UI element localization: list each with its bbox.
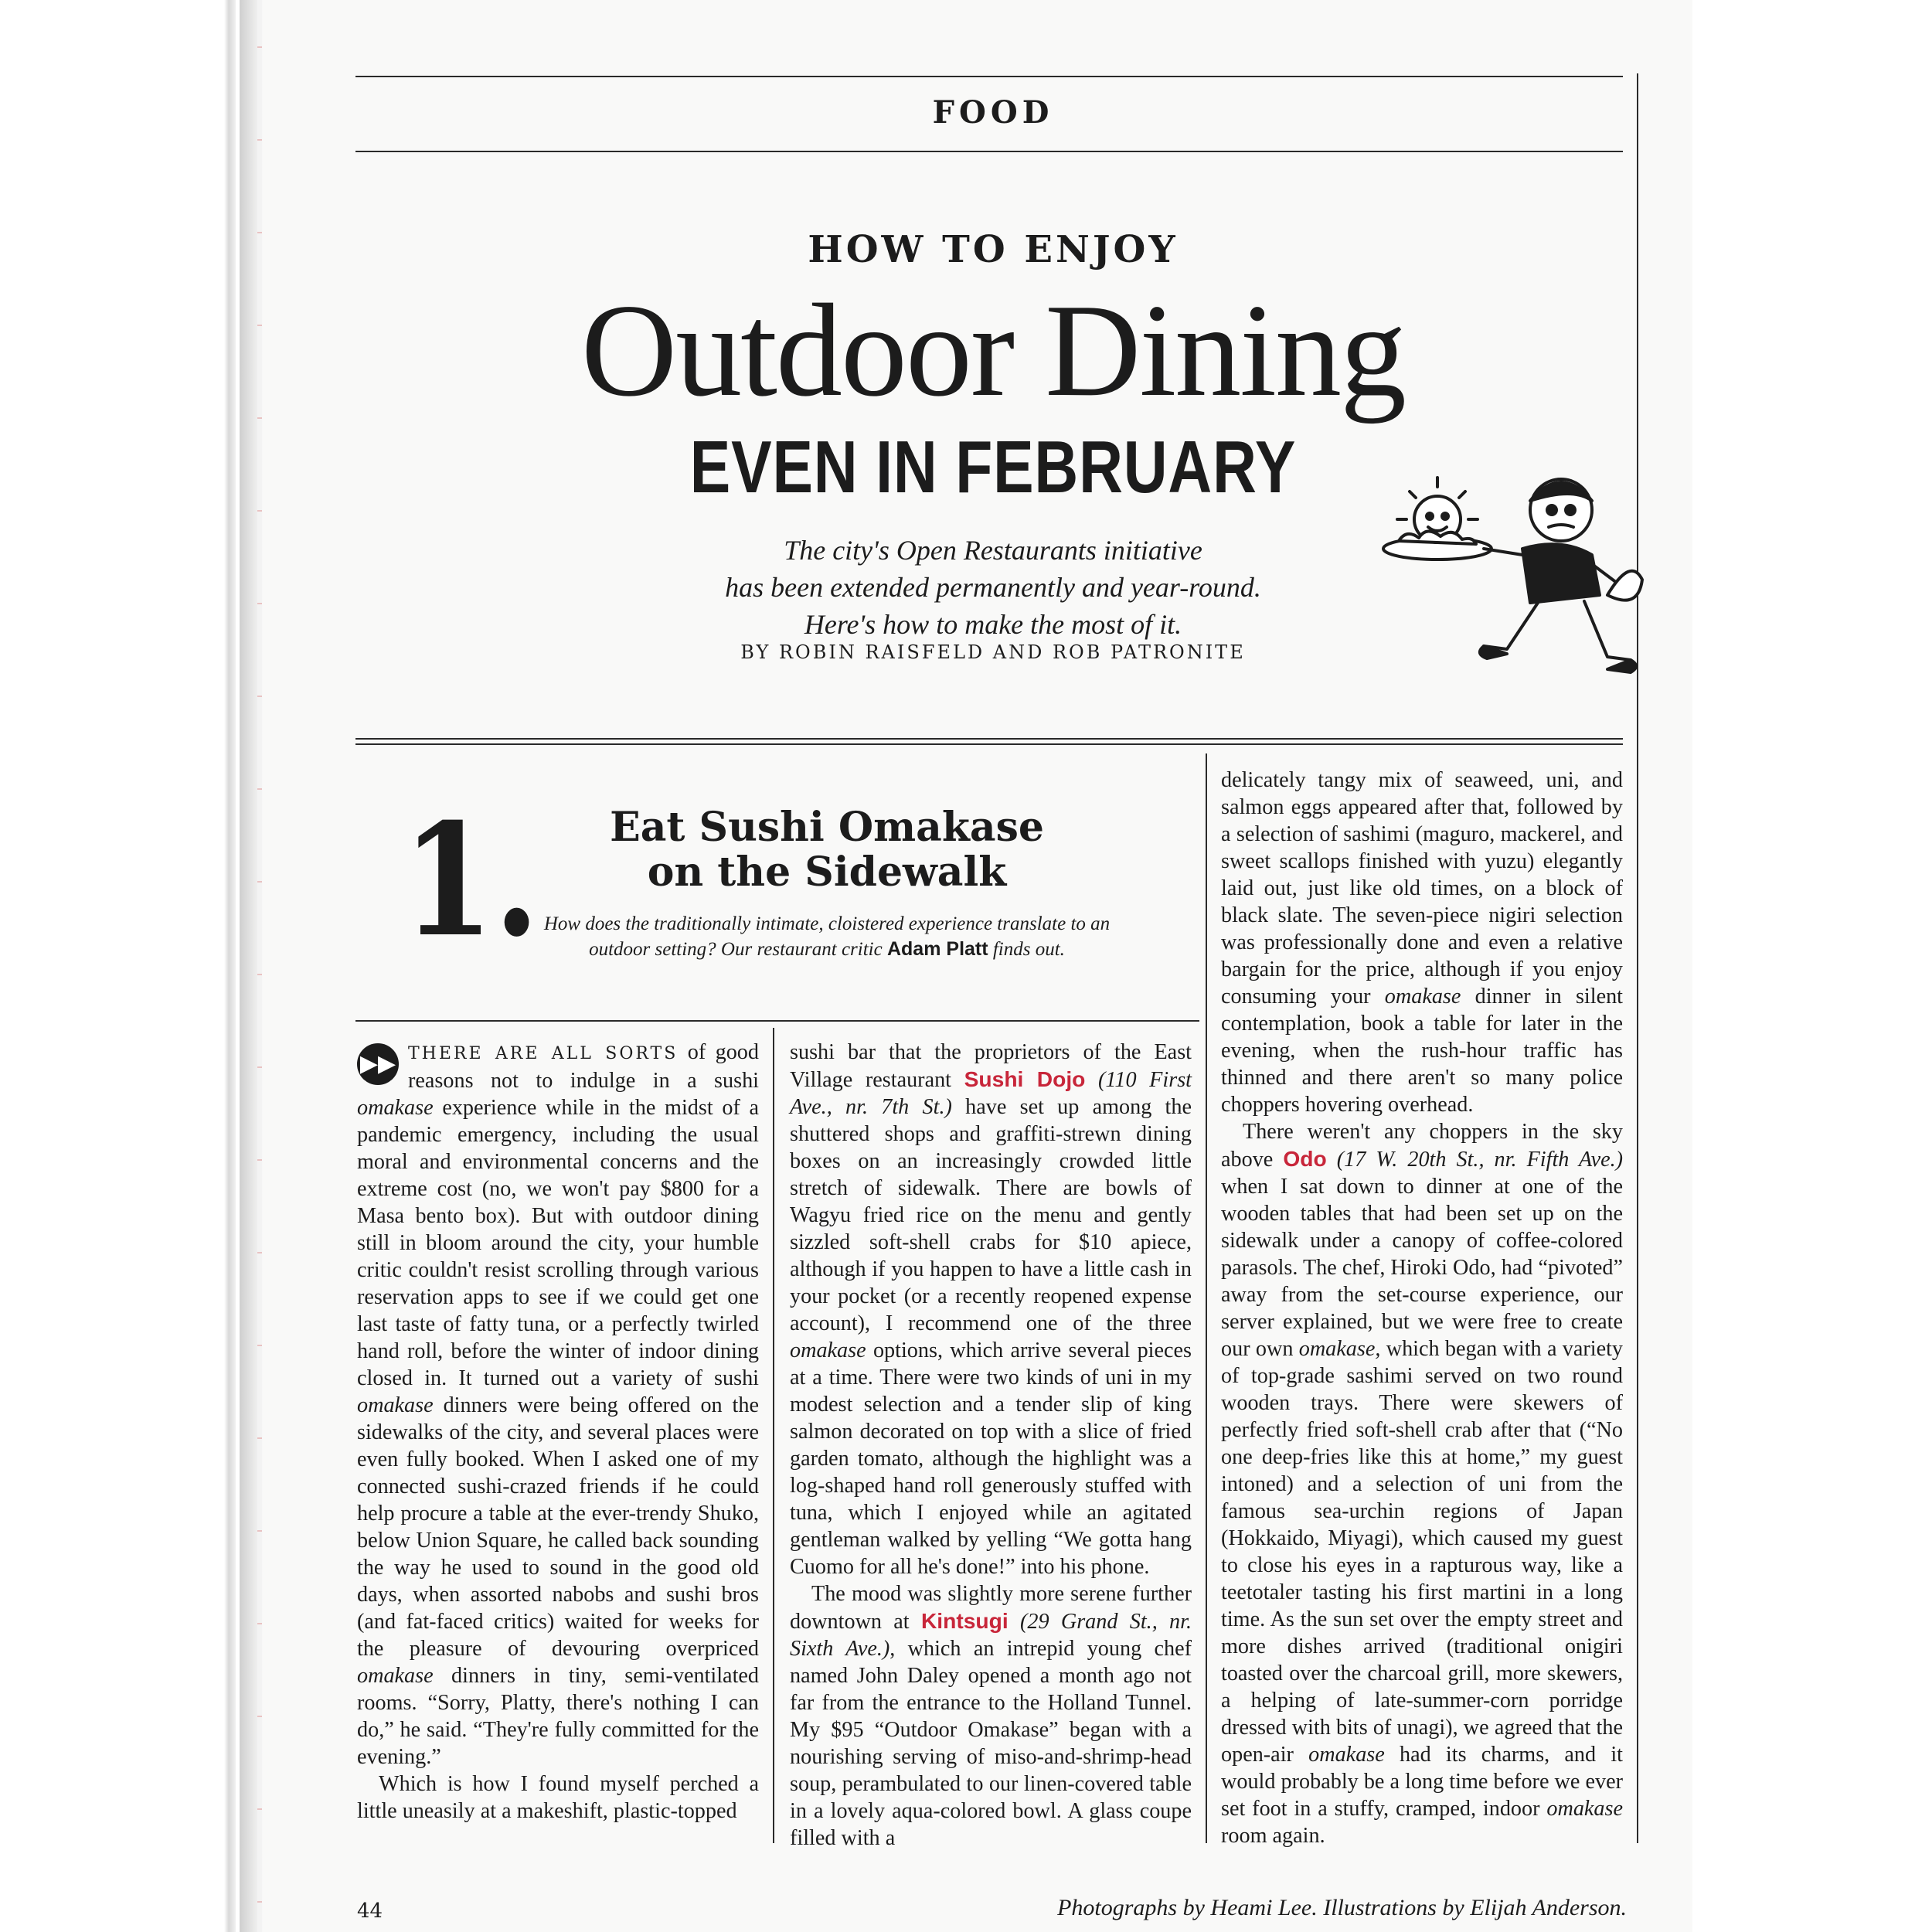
lead-in: THERE ARE ALL SORTS	[408, 1044, 679, 1063]
text: options, which arrive several pieces at a time. There were two kinds of uni in my modest selection and a tender slip of king salmon decorated on top with a slice of fried garden tomato, although the highlight was a log-shaped hand roll generously stuffed with tuna, which I enjoyed while an agitated gentleman walked by yelling “We gotta hang Cuomo for all he's done!” into his phone.	[790, 1338, 1192, 1579]
text: sushi bar that the proprietors of the East Village restaurant	[790, 1040, 1192, 1092]
paragraph	[357, 1039, 759, 1770]
item-title-line: on the Sidewalk	[647, 849, 1007, 896]
text: , which an intrepid young chef named John Daley opened a month ago not far from the entrance to the Holland Tunnel. My $95 “Outdoor Omakase” began with a nourishing serving of miso-and-shrimp-head soup, perambulated to our linen-covered table in a lovely aqua-colored bowl. A glass coupe filled with a	[790, 1637, 1192, 1850]
item-rule-top	[355, 738, 1623, 740]
text: dinners in tiny, semi-ventilated rooms. “Sorry, Platty, there's nothing I can do,” he said. “They're fully committed for the evening.”	[357, 1664, 759, 1769]
dek-line: The city's Open Restaurants initiative	[784, 535, 1202, 566]
emphasis: omakase	[357, 1664, 434, 1688]
text: The mood was slightly more serene further downtown at	[790, 1582, 1192, 1634]
item-rule-top-2	[355, 743, 1623, 745]
text: experience while in the midst of a pandemic emergency, including the usual moral and environmental concerns and the extreme cost (no, we won't pay $800 for a Masa bento box). But with outdoor dining still in bloom around the city, your humble critic couldn't resist scrolling through various reservation apps to see if we could get one last taste of fatty tuna, or a perfectly twirled hand roll, before the winter of indoor dining closed in. It turned out a variety of sushi	[357, 1096, 759, 1390]
emphasis: omakase	[357, 1393, 434, 1417]
item-title-line: Eat Sushi Omakase	[610, 804, 1044, 851]
emphasis: omakase	[357, 1096, 434, 1120]
text: when I sat down to dinner at one of the wooden tables that had been set up on the sidewalk under a canopy of coffee-colored parasols. The chef, Hiroki Odo, had “pivoted” away from the set-course experience, our server explained, but we were free to create our own	[1221, 1175, 1624, 1361]
venue-name: Sushi Dojo	[964, 1066, 1086, 1091]
waiter-illustration	[1376, 464, 1646, 688]
section-label: FOOD	[932, 94, 1054, 131]
paragraph	[1221, 767, 1623, 1118]
body-column-3	[1221, 767, 1623, 1849]
venue-name: Odo	[1283, 1146, 1327, 1171]
text: dinner in silent contemplation, book a table for later in the evening, when the rush-hour traffic has thinned and there aren't so many police choppers hovering overhead.	[1221, 985, 1624, 1117]
text: have set up among the shuttered shops and graffiti-strewn dining boxes on an increasingly crowded little stretch of sidewalk. There are bowls of Wagyu fried rice on the menu and gently sizzled soft-shell crabs for $10 apiece, although if you happen to have a little cash in your pocket (or a recently reopened expense account), I recommend one of the three	[790, 1095, 1192, 1335]
text: delicately tangy mix of seaweed, uni, and salmon eggs appeared after that, followed by a selection of sashimi (maguro, mackerel, and sweet scallops finished with yuzu) elegantly laid out, just like old times, on a block of black slate. The seven-piece nigiri selection was professionally done and even a relative bargain for the price, although if you enjoy consuming your	[1221, 768, 1623, 1009]
emphasis: omakase,	[1298, 1337, 1381, 1361]
body-column-2	[790, 1039, 1192, 1852]
item-dek-text: finds out.	[992, 939, 1065, 960]
column-divider-2	[1206, 753, 1207, 1843]
item-rule-bottom	[355, 1020, 1199, 1022]
text: which began with a variety of top-grade sashimi served on two round wooden trays. There were skewers of perfectly fried soft-shell crab after that (“No one deep-fries like this at home,” my guest intoned) and a selection of uni from the famous sea-urchin regions of Japan (Hokkaido, Miyagi), which caused my guest to close his eyes in a rapturous way, like a teetotaler tasting his first martini in a long time. As the sun set over the empty street and more dishes arrived (traditional onigiri toasted over the charcoal grill, more skewers, a helping of late-summer-corn porridge dressed with bits of unagi), we agreed that the open-air	[1221, 1337, 1624, 1767]
column-divider-1	[773, 1028, 774, 1843]
dek-line: Here's how to make the most of it.	[804, 609, 1182, 640]
byline: BY ROBIN RAISFELD AND ROB PATRONITE	[740, 641, 1246, 663]
item-number: 1.	[402, 790, 540, 971]
text: There weren't any choppers in the sky above	[1221, 1120, 1623, 1172]
paragraph: Which is how I found myself perched a little uneasily at a makeshift, plastic-topped	[357, 1772, 759, 1823]
header-rule	[355, 151, 1623, 152]
fast-forward-circle-icon: ▶▶	[357, 1043, 399, 1085]
emphasis: omakase	[1546, 1797, 1624, 1821]
top-rule	[355, 76, 1623, 77]
venue-address: (17 W. 20th St., nr. Fifth Ave.)	[1336, 1148, 1624, 1172]
venue-name: Kintsugi	[920, 1608, 1009, 1633]
paragraph	[790, 1039, 1192, 1580]
paragraph	[790, 1580, 1192, 1852]
emphasis: omakase	[790, 1338, 866, 1362]
headline: Outdoor Dining	[580, 277, 1406, 424]
item-dek	[533, 912, 1121, 962]
photo-credits: Photographs by Heami Lee. Illustrations by Elijah Anderson.	[1057, 1895, 1627, 1920]
venue-address: (29 Grand St., nr. Sixth Ave.)	[790, 1610, 1192, 1661]
text: of good reasons not to indulge in a sushi	[408, 1040, 759, 1093]
emphasis: omakase	[1308, 1743, 1385, 1767]
item-dek-text: How does the traditionally intimate, cloistered experience translate to an outdoor setting? Our restaurant critic	[543, 913, 1111, 960]
emphasis: omakase	[1384, 985, 1461, 1009]
paragraph	[1221, 1118, 1623, 1849]
dek-line: has been extended permanently and year-round.	[725, 572, 1261, 603]
item-title	[556, 805, 1097, 895]
text: had its charms, and it would probably be a long time before we ever set foot in a stuffy, cramped, indoor	[1221, 1743, 1624, 1821]
venue-address: (110 First Ave., nr. 7th St.)	[790, 1068, 1192, 1119]
body-column-1	[357, 1039, 759, 1825]
text: dinners were being offered on the sidewalks of the city, and several places were even fully booked. When I asked one of my connected sushi-crazed friends if he could help procure a table at the ever-trendy Shuko, below Union Square, he called back sounding the way he used to sound in the good old days, when assorted nabobs and sushi bros (and fat-faced critics) waited for weeks for the pleasure of devouring overpriced	[357, 1393, 759, 1661]
headline-kicker: HOW TO ENJOY	[808, 228, 1179, 271]
page-number: 44	[357, 1900, 383, 1923]
text: room again.	[1221, 1824, 1325, 1848]
critic-name: Adam Platt	[886, 938, 988, 960]
headline-subhead: EVEN IN FEBRUARY	[689, 426, 1297, 509]
